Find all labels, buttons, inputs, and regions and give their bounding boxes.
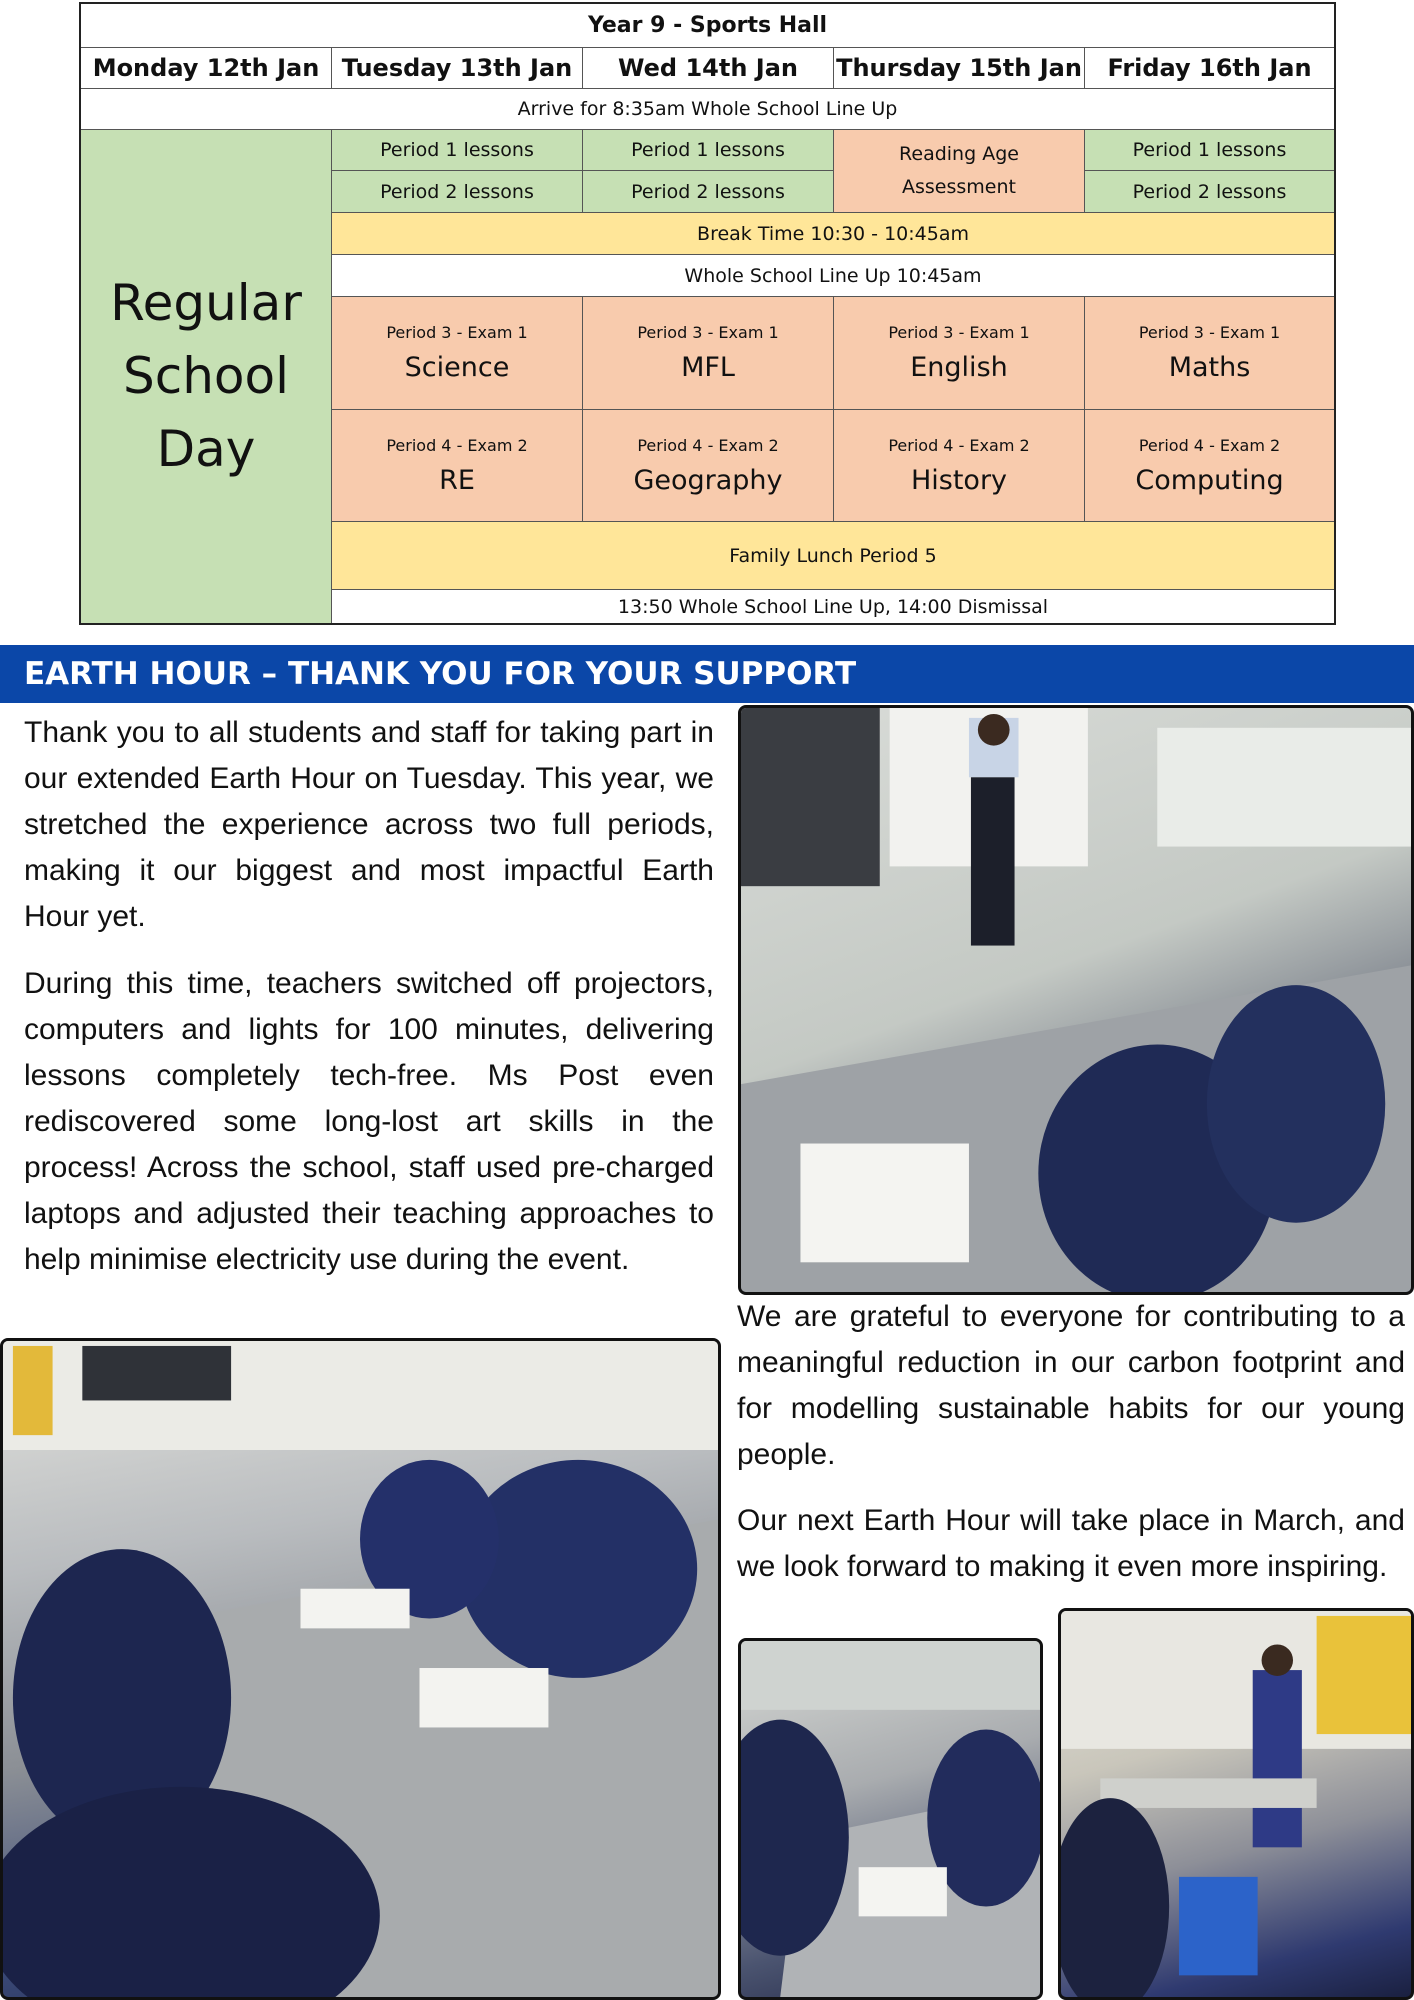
reading-age-assessment	[834, 130, 1085, 213]
exam1-wednesday	[583, 297, 834, 410]
exam2-label: Period 4 - Exam 2	[888, 435, 1030, 455]
exam1-tuesday	[332, 297, 583, 410]
photo-students-writing	[738, 1638, 1043, 2000]
photo-teacher-at-whiteboard-illustration	[741, 708, 1411, 1292]
exam2-subject: RE	[439, 464, 475, 496]
article-paragraph-1: Thank you to all students and staff for taking part in our extended Earth Hour on Tuesday. This year, we stretched the experience across two full periods, making it our biggest and most impactful Earth Hour yet.	[24, 716, 714, 933]
dismissal-row: 13:50 Whole School Line Up, 14:00 Dismissal	[332, 590, 1334, 623]
exam2-label: Period 4 - Exam 2	[1138, 435, 1281, 455]
photo-teacher-presenting-illustration	[1061, 1611, 1411, 1997]
tuesday-period-2: Period 2 lessons	[332, 171, 583, 213]
wednesday-period-2: Period 2 lessons	[583, 171, 834, 213]
day-header-friday: Friday 16th Jan	[1085, 48, 1334, 89]
day-header-thursday: Thursday 15th Jan	[834, 48, 1085, 89]
regular-line-3: Day	[156, 420, 256, 478]
exam2-friday	[1085, 410, 1334, 522]
exam1-subject: Maths	[1168, 352, 1251, 383]
exam1-subject: MFL	[681, 352, 735, 383]
day-header-tuesday: Tuesday 13th Jan	[332, 48, 583, 89]
friday-period-2: Period 2 lessons	[1085, 171, 1334, 213]
exam1-thursday	[834, 297, 1085, 410]
lunch-row: Family Lunch Period 5	[332, 522, 1334, 590]
day-header-wednesday: Wed 14th Jan	[583, 48, 834, 89]
tuesday-period-1: Period 1 lessons	[332, 130, 583, 171]
reading-age-line-1: Reading Age	[899, 143, 1019, 165]
day-header-monday: Monday 12th Jan	[81, 48, 332, 89]
photo-students-classroom	[0, 1338, 721, 2000]
timetable-title: Year 9 - Sports Hall	[81, 4, 1334, 48]
regular-school-day	[81, 130, 332, 623]
exam1-label: Period 3 - Exam 1	[386, 323, 528, 342]
exam2-subject: History	[910, 464, 1008, 496]
exam1-label: Period 3 - Exam 1	[1138, 323, 1281, 342]
regular-line-2: School	[123, 347, 289, 405]
friday-period-1: Period 1 lessons	[1085, 130, 1334, 171]
article-heading: EARTH HOUR – THANK YOU FOR YOUR SUPPORT	[0, 645, 1414, 703]
exam1-subject: English	[910, 352, 1008, 383]
exam1-friday	[1085, 297, 1334, 410]
exam2-label: Period 4 - Exam 2	[637, 435, 779, 455]
arrive-row: Arrive for 8:35am Whole School Line Up	[81, 89, 1334, 130]
article-paragraph-2: During this time, teachers switched off projectors, computers and lights for 100 minutes, delivering lessons completely tech-free. Ms Post even rediscovered some long-lost art skills in the process! Across the school, staff used pre-charged laptops and adjusted their teaching approaches to help minimise electricity use during the event.	[24, 967, 714, 1276]
exam1-label: Period 3 - Exam 1	[888, 323, 1030, 342]
exam1-label: Period 3 - Exam 1	[637, 323, 779, 342]
exam2-tuesday	[332, 410, 583, 522]
exam2-subject: Computing	[1135, 464, 1284, 496]
photo-teacher-presenting	[1058, 1608, 1414, 2000]
wednesday-period-1: Period 1 lessons	[583, 130, 834, 171]
regular-line-1: Regular	[110, 274, 302, 332]
exam1-subject: Science	[404, 352, 510, 383]
article-paragraph-3: We are grateful to everyone for contributing to a meaningful reduction in our carbon footprint and for modelling sustainable habits for our young people.	[737, 1300, 1405, 1471]
photo-students-classroom-illustration	[3, 1341, 718, 1997]
exam2-label: Period 4 - Exam 2	[386, 435, 528, 455]
photo-teacher-at-whiteboard	[738, 705, 1414, 1295]
article-paragraph-4: Our next Earth Hour will take place in March, and we look forward to making it even more inspiring.	[737, 1504, 1405, 1583]
exam2-thursday	[834, 410, 1085, 522]
line-up-row: Whole School Line Up 10:45am	[332, 255, 1334, 297]
break-time-row: Break Time 10:30 - 10:45am	[332, 213, 1334, 255]
reading-age-line-2: Assessment	[902, 176, 1016, 198]
exam2-subject: Geography	[633, 464, 783, 496]
exam-timetable	[79, 2, 1336, 625]
exam2-wednesday	[583, 410, 834, 522]
photo-students-writing-illustration	[741, 1641, 1040, 1997]
